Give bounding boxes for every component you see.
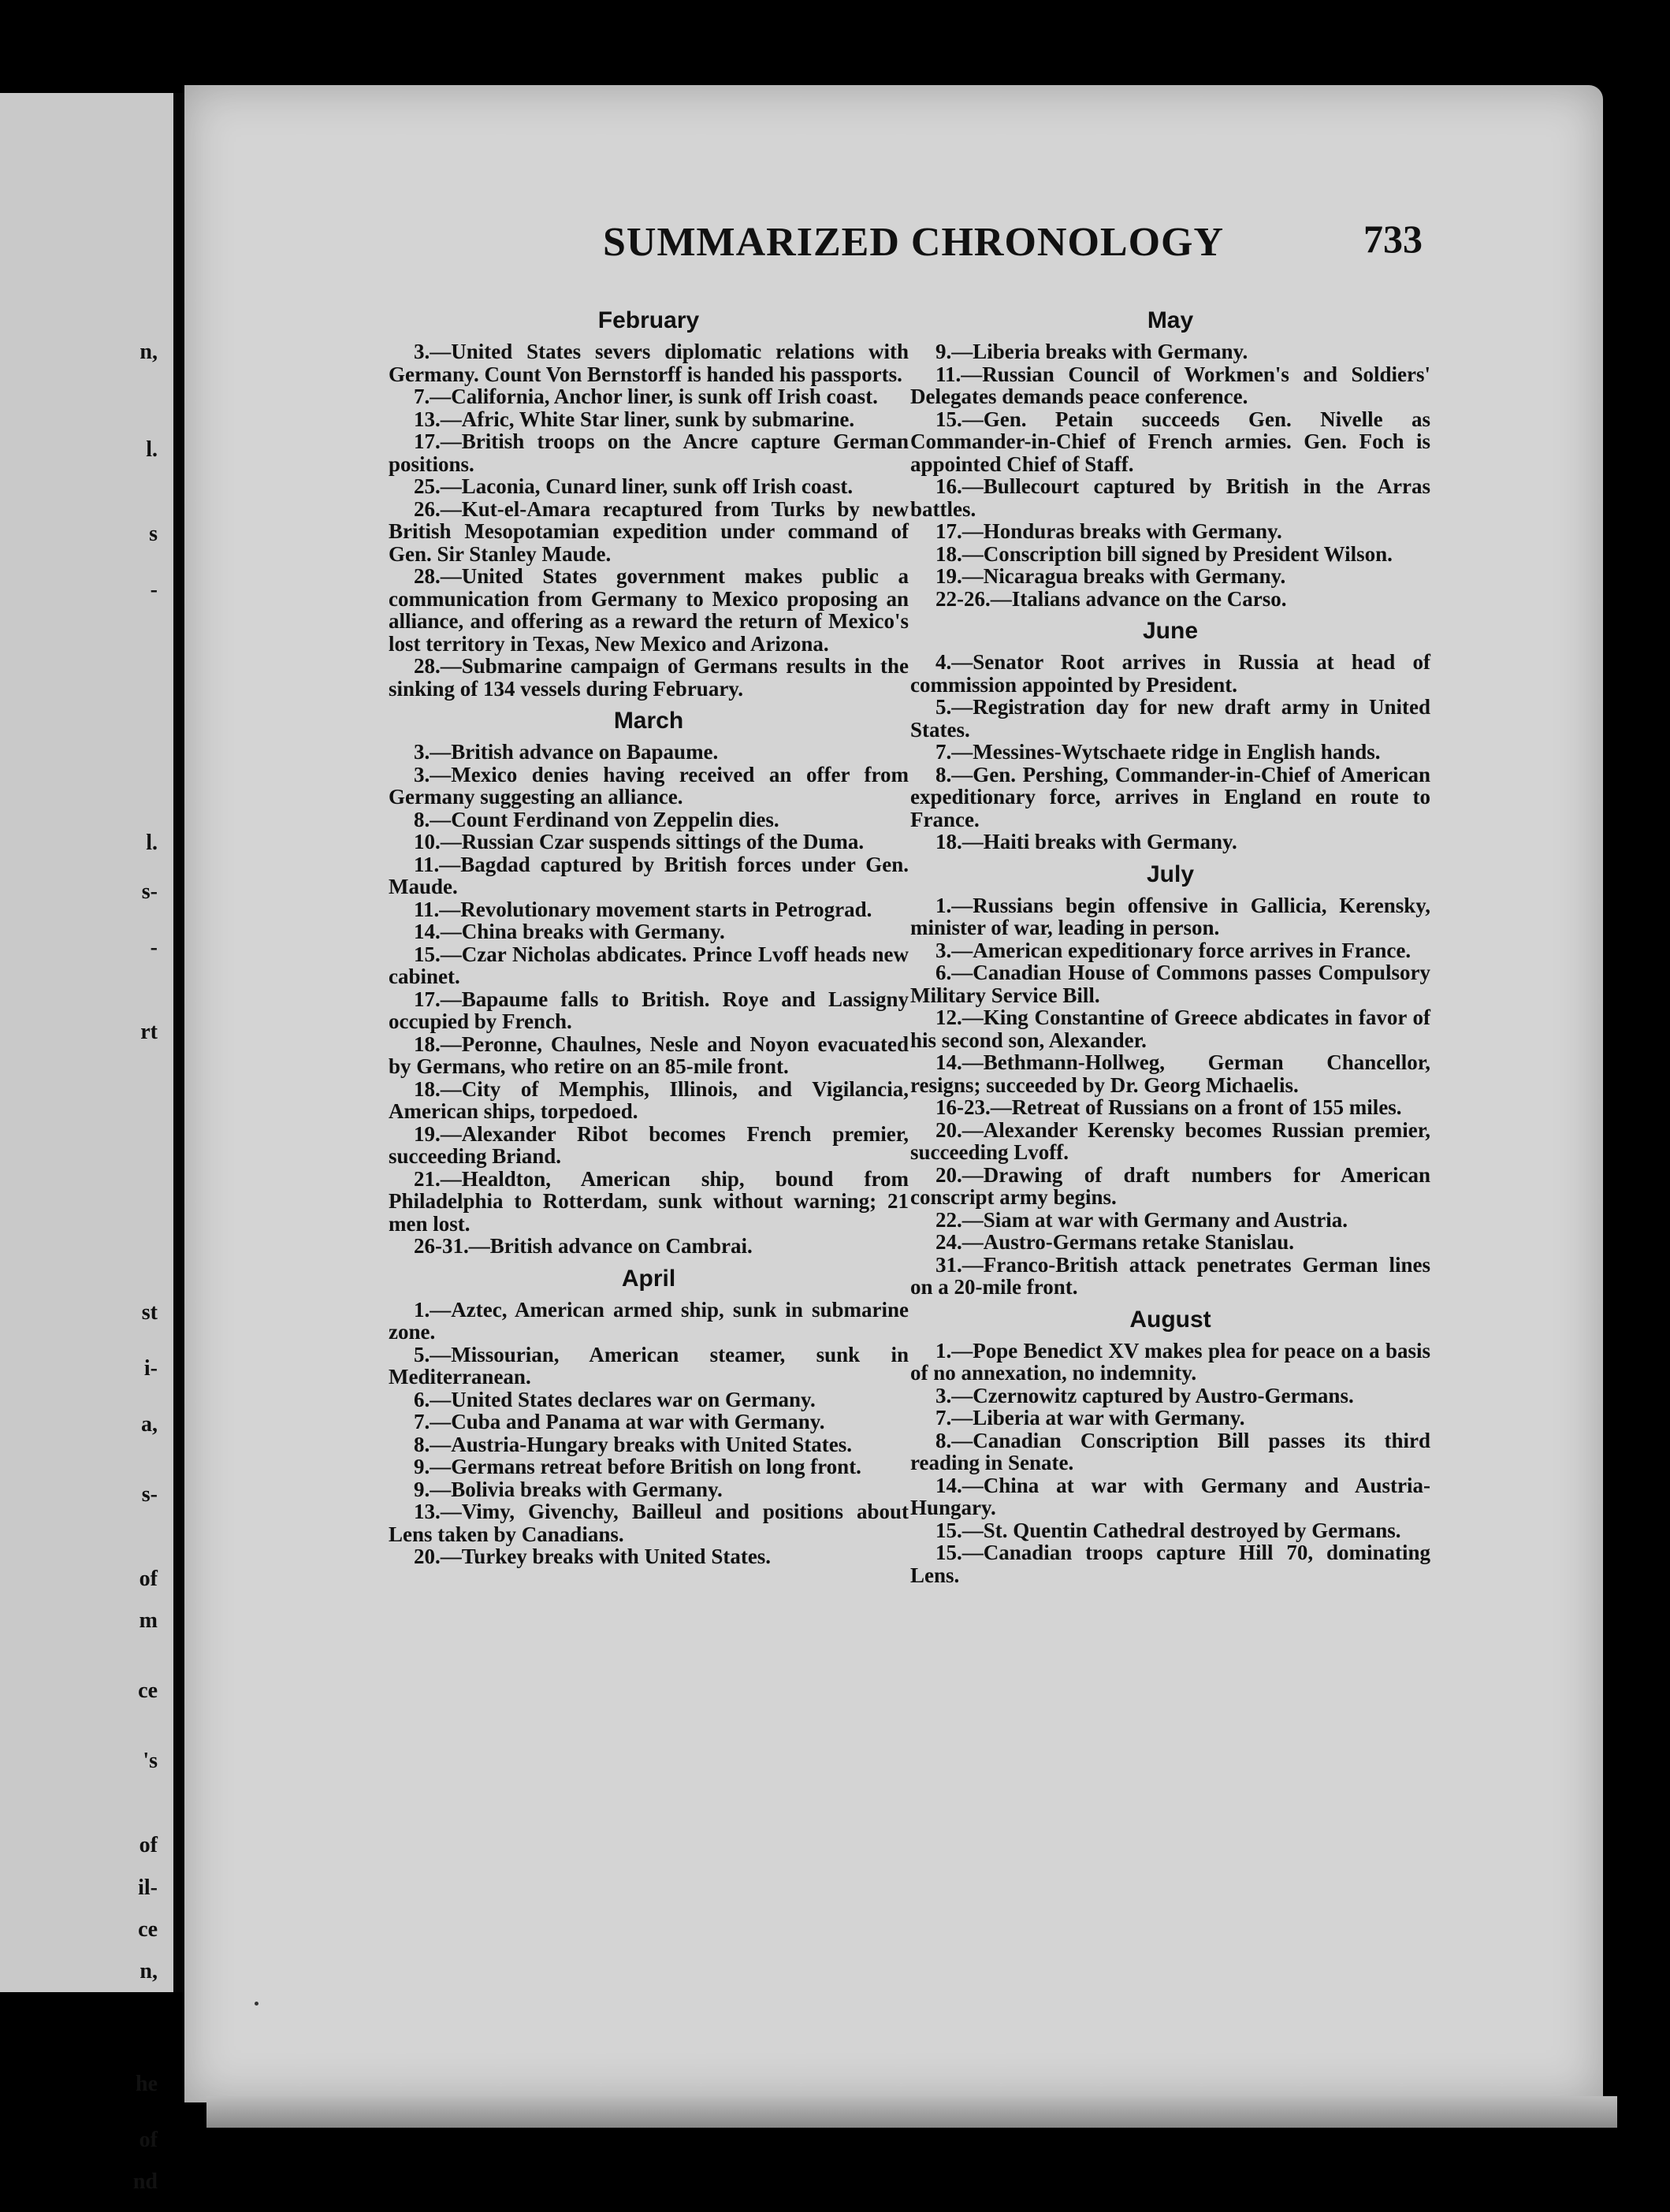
chronology-entry	[389, 475, 909, 498]
page-title: SUMMARIZED CHRONOLOGY	[603, 220, 1225, 265]
facing-page-fragment: a,	[141, 1412, 158, 1437]
entry-dash: —	[430, 762, 452, 786]
entry-date: 5.	[935, 695, 952, 719]
entry-text: Conscription bill signed by President Wilson.	[983, 541, 1393, 566]
entry-text: King Constantine of Greece abdicates in favor of his second son, Alexander.	[910, 1006, 1430, 1052]
chronology-entry	[389, 809, 909, 831]
entry-dash: —	[440, 407, 462, 431]
entry-date: 21.	[414, 1166, 441, 1191]
entry-date: 26.	[414, 496, 441, 521]
entry-date: 16-23.	[935, 1095, 991, 1119]
entry-dash: —	[430, 1410, 452, 1433]
entry-date: 3.	[414, 340, 430, 363]
entry-text: City of Memphis, Illinois, and Vigilancia, American ships, torpedoed.	[389, 1076, 909, 1123]
chronology-entry	[910, 939, 1430, 962]
chronology-entry	[910, 1209, 1430, 1232]
entry-text: Russian Council of Workmen's and Soldiers' Delegates demands peace conference.	[910, 362, 1430, 408]
entry-date: 14.	[414, 920, 441, 943]
entry-text: British advance on Bapaume.	[451, 740, 719, 764]
entry-date: 19.	[414, 1121, 441, 1146]
entry-date: 14.	[935, 1050, 962, 1074]
month-heading: March	[613, 708, 684, 734]
chronology-entry	[389, 430, 909, 475]
chronology-entry	[910, 1231, 1430, 1254]
chronology-entry	[910, 1254, 1430, 1299]
chronology-entry	[389, 1344, 909, 1389]
entry-date: 17.	[414, 987, 441, 1011]
entry-text: Honduras breaks with Germany.	[983, 519, 1282, 543]
entry-dash: —	[990, 586, 1012, 611]
entry-date: 16.	[935, 474, 962, 498]
entry-dash: —	[430, 1432, 452, 1456]
entry-dash: —	[961, 1207, 984, 1232]
chronology-entry	[910, 1541, 1430, 1586]
entry-text: Canadian House of Commons passes Compulsory Military Service Bill.	[910, 961, 1430, 1007]
chronology-entry	[389, 1500, 909, 1545]
entry-dash: —	[440, 987, 462, 1011]
entry-date: 8.	[414, 807, 430, 831]
entry-date: 20.	[935, 1117, 962, 1142]
entry-text: United States government makes public a communication from Germany to Mexico proposing an alliance, and offering as a reward the return of Mexico's lost territory in Texas, New Mexico and Arizona.	[389, 564, 909, 656]
entry-dash: —	[951, 1338, 973, 1363]
entry-date: 18.	[935, 541, 962, 566]
entry-text: Turkey breaks with United States.	[461, 1545, 772, 1568]
chronology-entry	[910, 1164, 1430, 1209]
month-heading: May	[1147, 307, 1194, 333]
entry-date: 15.	[414, 942, 441, 966]
entry-dash: —	[440, 474, 462, 498]
entry-dash: —	[951, 961, 973, 984]
entry-text: Drawing of draft numbers for American conscript army begins.	[910, 1162, 1430, 1209]
entry-text: Czernowitz captured by Austro-Germans.	[973, 1383, 1354, 1407]
entry-dash: —	[951, 650, 973, 674]
entry-dash: —	[468, 1234, 490, 1258]
entry-dash: —	[961, 362, 983, 386]
chronology-entry	[910, 1429, 1430, 1474]
facing-page-fragment: l.	[146, 830, 158, 855]
entry-date: 20.	[414, 1545, 441, 1568]
entry-date: 15.	[935, 1518, 962, 1542]
facing-page-fragment: il-	[138, 1875, 158, 1900]
entry-text: Siam at war with Germany and Austria.	[983, 1207, 1348, 1232]
chronology-entry	[389, 920, 909, 943]
facing-page-fragment: rt	[140, 1019, 158, 1044]
chronology-entry	[910, 1051, 1430, 1096]
entry-dash: —	[440, 429, 462, 453]
entry-date: 28.	[414, 564, 441, 588]
entry-date: 18.	[935, 830, 962, 853]
chronology-entry	[389, 340, 909, 385]
entry-text: Aztec, American armed ship, sunk in submarine zone.	[389, 1297, 909, 1344]
entry-dash: —	[961, 1162, 984, 1187]
entry-text: Bolivia breaks with Germany.	[451, 1477, 723, 1501]
entry-date: 6.	[414, 1387, 430, 1411]
entry-text: Vimy, Givenchy, Bailleul and positions about Lens taken by Canadians.	[389, 1500, 909, 1546]
entry-date: 15.	[935, 407, 962, 431]
facing-page-fragment: nd	[132, 2169, 158, 2195]
facing-page-fragment: i-	[143, 1356, 158, 1381]
chronology-entry	[389, 1123, 909, 1168]
facing-page-fragment: -	[150, 935, 158, 960]
entry-text: Russian Czar suspends sittings of the Duma.	[461, 830, 865, 853]
chronology-entry	[910, 1519, 1430, 1542]
entry-date: 20.	[935, 1162, 962, 1187]
entry-date: 7.	[935, 740, 952, 764]
chronology-entry	[910, 408, 1430, 476]
entry-dash: —	[951, 1383, 973, 1407]
chronology-entry	[389, 1168, 909, 1236]
entry-text: Count Ferdinand von Zeppelin dies.	[451, 807, 779, 831]
facing-page-fragment: s-	[141, 879, 158, 904]
entry-text: Czar Nicholas abdicates. Prince Lvoff heads new cabinet.	[389, 942, 909, 988]
entry-date: 3.	[414, 762, 430, 786]
entry-dash: —	[961, 519, 984, 543]
month-heading: July	[1146, 861, 1195, 887]
chronology-entry	[389, 853, 909, 898]
entry-text: Mexico denies having received an offer from Germany suggesting an alliance.	[389, 762, 909, 809]
entry-dash: —	[961, 564, 984, 588]
chronology-entry	[910, 475, 1430, 520]
entry-date: 7.	[414, 385, 430, 408]
entry-dash: —	[961, 1006, 984, 1029]
chronology-entry	[389, 1433, 909, 1456]
entry-date: 22.	[935, 1207, 962, 1232]
entry-date: 11.	[414, 852, 440, 876]
entry-text: Alexander Ribot becomes French premier, succeeding Briand.	[389, 1121, 909, 1168]
entry-dash: —	[951, 938, 973, 962]
entry-date: 3.	[935, 1383, 952, 1407]
chronology-entry	[389, 1478, 909, 1501]
entry-date: 8.	[935, 762, 952, 786]
chronology-entry	[910, 340, 1430, 363]
chronology-entry	[389, 741, 909, 764]
chronology-entry	[389, 1545, 909, 1568]
entry-date: 3.	[935, 938, 952, 962]
entry-text: Peronne, Chaulnes, Nesle and Noyon evacuated by Germans, who retire on an 85-mile front.	[389, 1032, 909, 1078]
entry-dash: —	[961, 474, 984, 498]
entry-date: 8.	[414, 1432, 430, 1456]
chronology-entry	[389, 1389, 909, 1411]
entry-dash: —	[430, 740, 452, 764]
entry-date: 14.	[935, 1473, 962, 1497]
facing-page-fragment: of	[139, 2128, 158, 2152]
chronology-entry	[910, 1119, 1430, 1164]
entry-dash: —	[951, 695, 973, 719]
entry-dash: —	[440, 654, 462, 678]
entry-date: 17.	[414, 429, 441, 453]
entry-dash: —	[440, 1166, 462, 1191]
facing-page-fragment: l.	[146, 437, 158, 463]
page-bottom-edge	[206, 2096, 1617, 2128]
right-column	[910, 299, 1430, 1586]
chronology-entry	[910, 565, 1430, 588]
entry-dash: —	[430, 1342, 452, 1366]
chronology-entry	[389, 1411, 909, 1433]
chronology-entry	[910, 520, 1430, 543]
chronology-entry	[910, 696, 1430, 741]
entry-text: Nicaragua breaks with Germany.	[983, 564, 1286, 588]
entry-text: Gen. Pershing, Commander-in-Chief of American expeditionary force, arrives in England en route to France.	[910, 762, 1430, 831]
entry-text: Austria-Hungary breaks with United States.	[451, 1432, 853, 1456]
chronology-entry	[910, 1385, 1430, 1407]
entry-dash: —	[990, 1095, 1012, 1119]
entry-dash: —	[961, 1252, 984, 1277]
entry-dash: —	[961, 830, 984, 853]
chronology-entry	[910, 1006, 1430, 1051]
entry-date: 1.	[935, 893, 952, 917]
entry-date: 22-26.	[935, 586, 991, 611]
entry-dash: —	[961, 1050, 984, 1074]
facing-page-fragment: s-	[141, 1482, 158, 1508]
left-column	[389, 299, 909, 1568]
entry-dash: —	[440, 1076, 462, 1101]
month-heading: April	[621, 1265, 676, 1292]
entry-text: Submarine campaign of Germans results in the sinking of 134 vessels during February.	[389, 654, 909, 701]
entry-text: Kut-el-Amara recaptured from Turks by new British Mesopotamian expedition under command of Gen. Sir Stanley Maude.	[389, 496, 909, 566]
running-head	[414, 211, 1438, 282]
chronology-entry	[389, 1299, 909, 1344]
entry-text: United States severs diplomatic relations with Germany. Count Von Bernstorff is handed his passports.	[389, 340, 909, 386]
entry-text: Canadian troops capture Hill 70, dominating Lens.	[910, 1541, 1430, 1587]
entry-dash: —	[951, 762, 973, 786]
entry-dash: —	[430, 807, 452, 831]
facing-page-fragment: s	[149, 521, 158, 546]
entry-text: Haiti breaks with Germany.	[983, 830, 1237, 853]
entry-date: 9.	[935, 340, 952, 363]
chronology-entry	[910, 363, 1430, 408]
chronology-entry	[389, 408, 909, 431]
chronology-entry	[910, 1096, 1430, 1119]
chronology-entry	[389, 943, 909, 988]
entry-dash: —	[430, 340, 452, 363]
entry-date: 8.	[935, 1428, 952, 1452]
facing-page-fragment: m	[139, 1608, 158, 1634]
entry-dash: —	[430, 1477, 452, 1501]
entry-text: Alexander Kerensky becomes Russian premier, succeeding Lvoff.	[910, 1117, 1430, 1164]
chronology-entry	[389, 1078, 909, 1123]
chronology-entry	[389, 498, 909, 566]
entry-dash: —	[951, 893, 973, 917]
chronology-entry	[910, 831, 1430, 853]
facing-page-fragment: -	[150, 578, 158, 603]
month-heading: June	[1142, 618, 1199, 644]
entry-text: Pope Benedict XV makes plea for peace on a basis of no annexation, no indemnity.	[910, 1338, 1430, 1385]
facing-page-fragment: n,	[139, 1959, 158, 1984]
facing-page-edge	[0, 93, 173, 2195]
entry-text: Franco-British attack penetrates German lines on a 20-mile front.	[910, 1252, 1430, 1299]
entry-date: 1.	[935, 1338, 952, 1363]
entry-date: 4.	[935, 650, 952, 674]
entry-date: 15.	[935, 1541, 962, 1564]
entry-text: Gen. Petain succeeds Gen. Nivelle as Commander-in-Chief of French armies. Gen. Foch is appointed Chief of Staff.	[910, 407, 1430, 476]
entry-text: Germans retreat before British on long front.	[451, 1455, 861, 1478]
entry-dash: —	[440, 920, 462, 943]
chronology-entry	[910, 543, 1430, 566]
chronology-entry	[389, 1033, 909, 1078]
entry-text: Afric, White Star liner, sunk by submarine.	[461, 407, 855, 431]
entry-date: 5.	[414, 1342, 430, 1366]
entry-date: 7.	[935, 1406, 952, 1429]
entry-date: 9.	[414, 1455, 430, 1478]
entry-date: 9.	[414, 1477, 430, 1501]
entry-dash: —	[430, 1455, 452, 1478]
entry-date: 10.	[414, 830, 441, 853]
entry-text: Messines-Wytschaete ridge in English hands.	[973, 740, 1381, 764]
entry-dash: —	[951, 1428, 973, 1452]
entry-dash: —	[961, 407, 984, 431]
chronology-entry	[389, 831, 909, 853]
chronology-entry	[910, 764, 1430, 831]
entry-date: 12.	[935, 1006, 962, 1029]
chronology-entry	[910, 741, 1430, 764]
chronology-entry	[389, 898, 909, 921]
entry-date: 19.	[935, 564, 962, 588]
entry-date: 18.	[414, 1076, 441, 1101]
entry-date: 1.	[414, 1297, 430, 1322]
entry-text: China at war with Germany and Austria-Hungary.	[910, 1473, 1430, 1519]
entry-dash: —	[439, 852, 461, 876]
chronology-entry	[389, 1235, 909, 1258]
facing-page-fragment: n,	[139, 339, 158, 364]
entry-text: Missourian, American steamer, sunk in Mediterranean.	[389, 1342, 909, 1389]
chronology-entry	[389, 565, 909, 655]
chronology-entry	[910, 651, 1430, 696]
entry-text: American expeditionary force arrives in France.	[973, 938, 1412, 962]
entry-text: Revolutionary movement starts in Petrograd.	[460, 897, 872, 921]
entry-date: 31.	[935, 1252, 962, 1277]
entry-text: British troops on the Ancre capture German positions.	[389, 429, 909, 476]
entry-date: 11.	[414, 897, 440, 921]
entry-text: Registration day for new draft army in United States.	[910, 695, 1430, 742]
facing-page-fragment: he	[136, 2071, 158, 2096]
entry-text: China breaks with Germany.	[461, 920, 725, 943]
entry-dash: —	[440, 1500, 462, 1523]
entry-date: 25.	[414, 474, 441, 498]
entry-text: Bagdad captured by British forces under Gen. Maude.	[389, 852, 909, 898]
chronology-entry	[910, 894, 1430, 939]
entry-text: Russians begin offensive in Gallicia, Kerensky, minister of war, leading in person.	[910, 893, 1430, 939]
entry-date: 7.	[414, 1410, 430, 1433]
facing-page-fragment: of	[139, 1567, 158, 1591]
entry-dash: —	[440, 564, 462, 588]
chronology-entry	[910, 588, 1430, 611]
facing-page-fragment: of	[139, 1833, 158, 1858]
entry-date: 13.	[414, 1500, 441, 1523]
entry-text: Retreat of Russians on a front of 155 miles.	[1011, 1095, 1402, 1119]
entry-date: 13.	[414, 407, 441, 431]
entry-date: 28.	[414, 654, 441, 678]
entry-dash: —	[961, 1117, 984, 1142]
chronology-entry	[910, 1340, 1430, 1385]
entry-text: Bapaume falls to British. Roye and Lassigny occupied by French.	[389, 987, 909, 1033]
month-heading: August	[1129, 1306, 1211, 1333]
entry-text: United States declares war on Germany.	[451, 1387, 816, 1411]
entry-dash: —	[951, 740, 973, 764]
entry-text: British advance on Cambrai.	[489, 1234, 753, 1258]
facing-page-fragment: ce	[138, 1917, 158, 1942]
month-heading: February	[597, 307, 700, 333]
entry-dash: —	[430, 385, 452, 408]
entry-text: Bethmann-Hollweg, German Chancellor, resigns; succeeded by Dr. Georg Michaelis.	[910, 1050, 1430, 1097]
chronology-entry	[389, 764, 909, 809]
entry-dash: —	[430, 1297, 452, 1322]
entry-dash: —	[961, 1541, 984, 1564]
facing-page-fragment: ce	[138, 1679, 158, 1704]
entry-dash: —	[439, 897, 461, 921]
entry-dash: —	[961, 1518, 984, 1542]
entry-date: 26-31.	[414, 1234, 469, 1258]
entry-text: Bullecourt captured by British in the Arras battles.	[910, 474, 1430, 521]
entry-text: Cuba and Panama at war with Germany.	[451, 1410, 825, 1433]
entry-text: Austro-Germans retake Stanislau.	[983, 1230, 1295, 1254]
chronology-entry	[910, 1407, 1430, 1429]
entry-dash: —	[440, 1121, 462, 1146]
entry-date: 24.	[935, 1230, 962, 1254]
entry-text: Liberia breaks with Germany.	[973, 340, 1248, 363]
entry-dash: —	[951, 340, 973, 363]
entry-dash: —	[440, 830, 462, 853]
entry-text: Laconia, Cunard liner, sunk off Irish coast.	[461, 474, 854, 498]
ink-speck	[255, 2002, 258, 2006]
chronology-entry	[910, 1474, 1430, 1519]
entry-date: 6.	[935, 961, 952, 984]
entry-dash: —	[440, 496, 462, 521]
entry-dash: —	[440, 1545, 462, 1568]
entry-date: 18.	[414, 1032, 441, 1056]
page-number: 733	[1363, 217, 1423, 261]
entry-text: Healdton, American ship, bound from Philadelphia to Rotterdam, sunk without warning; 21 men lost.	[389, 1166, 909, 1236]
book-gutter	[173, 93, 184, 1992]
entry-dash: —	[961, 541, 984, 566]
entry-text: California, Anchor liner, is sunk off Irish coast.	[451, 385, 878, 408]
chronology-entry	[389, 1455, 909, 1478]
entry-text: Liberia at war with Germany.	[973, 1406, 1245, 1429]
facing-page-fragment: st	[141, 1299, 158, 1325]
chronology-entry	[389, 988, 909, 1033]
chronology-entry	[389, 385, 909, 408]
entry-dash: —	[961, 1230, 984, 1254]
entry-dash: —	[440, 942, 462, 966]
entry-dash: —	[951, 1406, 973, 1429]
entry-dash: —	[440, 1032, 462, 1056]
chronology-entry	[389, 655, 909, 700]
entry-dash: —	[961, 1473, 984, 1497]
chronology-entry	[910, 961, 1430, 1006]
entry-dash: —	[430, 1387, 452, 1411]
entry-text: Italians advance on the Carso.	[1011, 586, 1287, 611]
facing-page-fragment: 's	[143, 1749, 158, 1774]
entry-date: 11.	[935, 362, 961, 386]
entry-text: Senator Root arrives in Russia at head of commission appointed by President.	[910, 650, 1430, 697]
entry-text: Canadian Conscription Bill passes its third reading in Senate.	[910, 1428, 1430, 1474]
entry-text: St. Quentin Cathedral destroyed by Germans.	[983, 1518, 1401, 1542]
entry-date: 3.	[414, 740, 430, 764]
entry-date: 17.	[935, 519, 962, 543]
